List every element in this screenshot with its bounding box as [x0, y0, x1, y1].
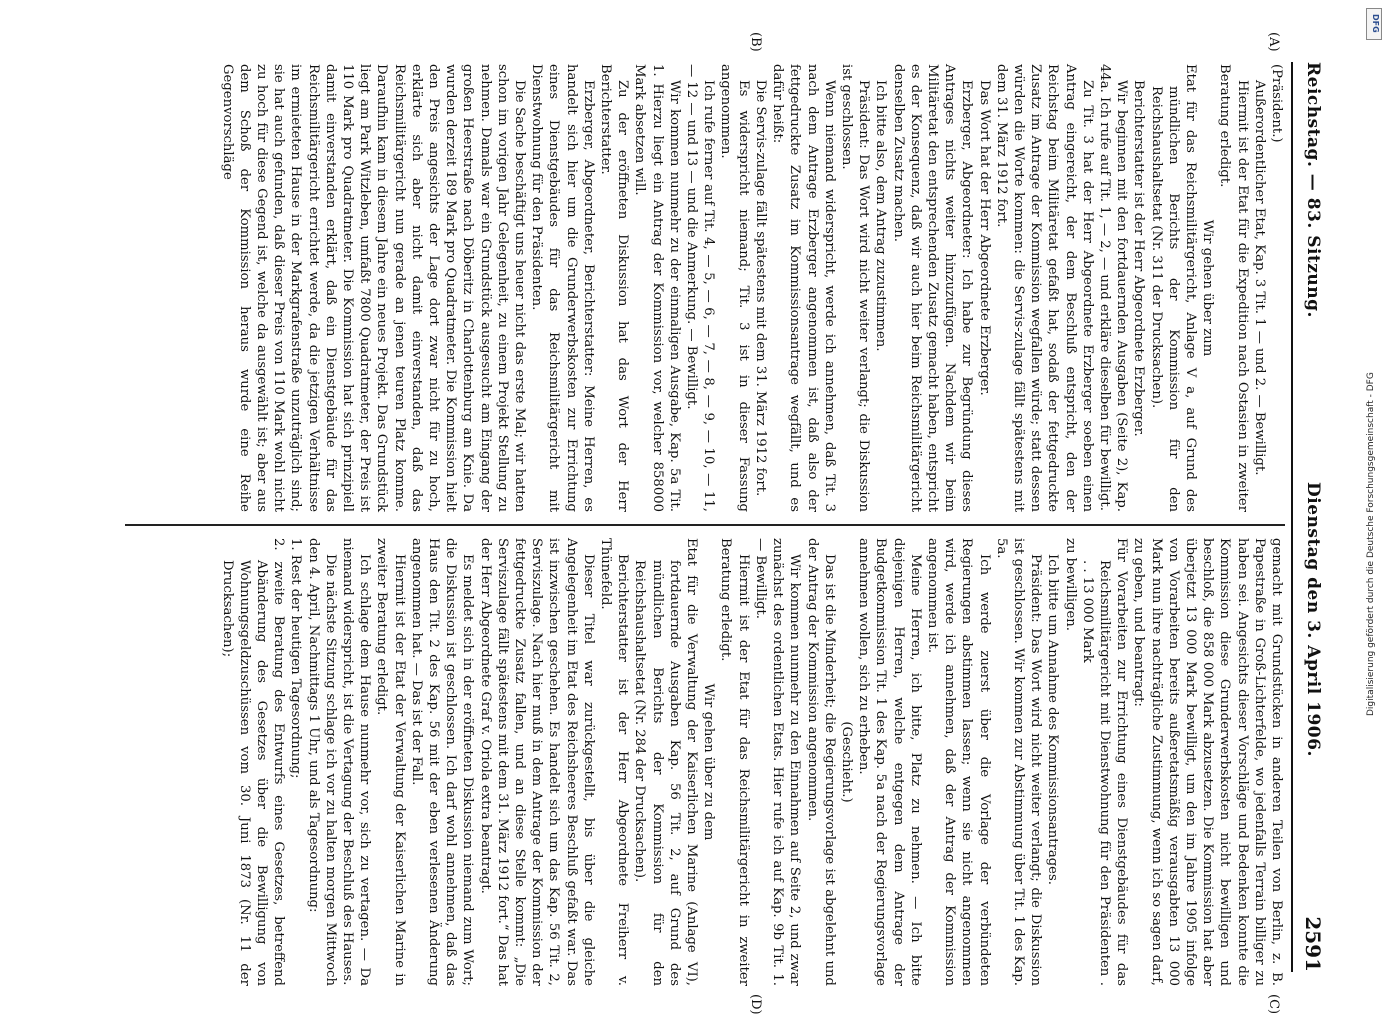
paragraph: Hiermit ist der Etat für das Reichsmilitärgericht in zweiter Beratung erledigt.: [718, 538, 751, 986]
paragraph: Berichterstatter ist der Herr Abgeordnete Erzberger.: [1131, 80, 1147, 437]
page-header: [1297, 62, 1325, 972]
paragraph: Ich rufe ferner auf Tit. 4, — 5, — 6, — 7, — 8, — 9, — 10, — 11, — 12 — und 13 — und die Anmerkung. — Bewilligt.: [684, 64, 717, 512]
paragraph: Das ist die Minderheit; die Regierungsvorlage ist abgelehnt und der Antrag der Kommission angenommen.: [804, 538, 837, 986]
paragraph: Ich bitte also, dem Antrag zuzustimmen.: [873, 80, 889, 352]
quoted-clause: Die Servis-zulage fällt spätestens mit dem 31. März 1912 fort.: [752, 79, 768, 497]
agenda-item: 2. zweite Beratung des Entwurfs eines Gesetzes, betreffend Abänderung des Gesetzes über die Bewilligung von Wohnungsgeldzuschüssen vom 30. Juni 1873 (Nr. 11 der Drucksachen);: [219, 538, 287, 986]
right-column: [218, 538, 1285, 986]
paragraph: Meine Herren, ich bitte, Platz zu nehmen. — Ich bitte diejenigen Herren, welche entgegen dem Antrage der Budgetkommission Tit. 1 des Kap. 5a nach der Regierungsvorlage annehmen wollen, sich zu erheben.: [856, 538, 923, 986]
paragraph: Es widerspricht niemand; Tit. 3 ist in dieser Fassung angenommen.: [718, 64, 751, 512]
stage-note: (Geschieht.): [838, 721, 854, 803]
left-column: [218, 64, 1285, 512]
dfg-logo-text: DFG: [1371, 13, 1380, 33]
paragraph: Wir gehen über zu dem: [701, 683, 717, 841]
paragraph: (Präsident.): [1269, 64, 1284, 143]
paragraph: Zu Tit. 3 hat der Herr Abgeordnete Erzberger soeben einen Antrag eingereicht, der dem Beschluß entspricht, den der Reichstag beim Militäretat gefaßt hat, sodaß der fettgedruckte Zusatz im Antrage der Kommission wegfallen würde; statt dessen würden die Worte kommen: die Servis-zulage fällt spätestens mit dem 31. März 1912 fort.: [993, 64, 1095, 512]
digitization-note: Digitalisierung gefördert durch die Deutsche Forschungsgemeinschaft - DFG: [1366, 372, 1376, 716]
column-divider: [125, 524, 1285, 526]
paragraph: zu bewilligen.: [1062, 538, 1078, 631]
paragraph: Die nächste Sitzung schlage ich vor zu halten morgen Mittwoch den 4. April, Nachmittags 1 Uhr, und als Tagesordnung:: [305, 538, 338, 986]
speech: Präsident: Das Wort wird nicht weiter verlangt; die Diskussion ist geschlossen. Wir kommen zur Abstimmung über Tit. 1 des Kap. 5a.: [993, 538, 1044, 986]
paragraph: Ich schlage dem Hause nunmehr vor, sich zu vertagen. — Da niemand widerspricht, ist die Vertagung der Beschluß des Hauses.: [340, 538, 373, 986]
paragraph: Wir beginnen mit den fortdauernden Ausgaben (Seite 2), Kap. 44a. Ich rufe auf Tit. 1, — 2, — und erkläre dieselben für bewilligt.: [1096, 64, 1130, 512]
paragraph: Ich bitte um Annahme des Kommissionsantrages.: [1045, 554, 1061, 885]
paragraph: Es meldet sich in der eröffneten Diskussion niemand zum Wort; die Diskussion ist geschlossen. Ich darf wohl annehmen, daß das Haus den Tit. 2 des Kap. 56 mit der eben verlesenen Änderung angenommen hat. — Das ist der Fall.: [408, 538, 476, 986]
motion-text: Für Vorarbeiten zur Errichtung eines Dienstgebäudes für das Reichsmilitärgericht mit Dienstwohnung für den Präsidenten . . . 13 000 Mark: [1079, 538, 1130, 986]
paragraph: Wir kommen nunmehr zu der einmaligen Ausgabe, Kap. 5a Tit. 1. Hierzu liegt ein Antrag der Kommission vor, welcher 858000 Mark absetzen will.: [632, 64, 682, 512]
paragraph: gemacht mit Grundstücken in anderen Teilen von Berlin, z. B. Papestraße in Groß-Lichterfelde, wo jedenfalls Terrain billiger zu haben sei. Angesichts dieser Vorschläge und Bedenken konnte die Kommission diese Grunderwerbskosten nicht bewilligen und beschloß, die 858 000 Mark abzusetzen. Die Kommission hat aber überjetzt 13 000 Mark bewilligt, um den im Jahre 1905 infolge von Vorarbeiten bereits außeretatsmäßig verausgabten 13 000 Mark nun ihre nachträgliche Zustimmung, wenn ich so sagen darf, zu geben, und beantragt:: [1131, 538, 1284, 986]
speech: Erzberger, Abgeordneter: Ich habe zur Begründung dieses Antrages nichts weiter hinzuzufügen. Nachdem wir beim Militäretat den entsprechenden Zusatz gemacht haben, entspricht es der Konsequenz, daß wir auch hier beim Reichsmilitärgericht denselben Zusatz machen.: [890, 64, 975, 512]
speech: Präsident: Das Wort wird nicht weiter verlangt; die Diskussion ist geschlossen.: [838, 64, 872, 512]
paragraph: Das Wort hat der Herr Abgeordnete Erzberger.: [976, 80, 992, 396]
margin-marker-b: (B): [748, 32, 763, 52]
paragraph: Dieser Titel war zurückgestellt, bis über die gleiche Angelegenheit im Etat des Reichsheeres Beschluß gefaßt war. Das ist inzwischen geschehen. Es handelt sich um das Kap. 56 Tit. 2, Serviszulage. Nach hier muß in dem Antrage der Kommission der fettgedruckte Zusatz fallen, und an diese Stelle kommt: „Die Serviszulage fällt spätestens mit dem 31. März 1912 fort.“ Das hat der Herr Abgeordnete Graf v. Oriola extra beantragt.: [477, 538, 596, 986]
paragraph: Wir gehen über zum: [1200, 219, 1216, 357]
paragraph: Hiermit ist der Etat der Verwaltung der Kaiserlichen Marine in zweiter Beratung erledigt.: [374, 538, 407, 986]
header-date: Dienstag den 3. April 1906.: [1303, 482, 1323, 757]
agenda-heading: Etat für die Verwaltung der Kaiserlichen Marine (Anlage VI), fortdauernde Ausgaben Kap. 56 Tit. 2, auf Grund des mündlichen Berichts der Kommission für den Reichshaushaltsetat (Nr. 284 der Drucksachen).: [632, 538, 700, 986]
paragraph: Wir kommen nunmehr zu den Einnahmen auf Seite 2, und zwar zunächst des ordentlichen Etats. Hier rufe ich auf Kap. 9b Tit. 1. — Bewilligt.: [752, 538, 803, 986]
paragraph: Die Sache beschäftigt uns heuer nicht das erste Mal; wir hatten schon im vorigen Jahr Gelegenheit, zu einem Projekt Stellung zu nehmen. Damals war ein Grundstück ausgesucht am Eingang der großen Heerstraße nach Döberitz in Charlottenburg am Knie. Da wurden derzeit 189 Mark pro Quadratmeter. Die Kommission hielt den Preis angesichts der Lage dort zwar nicht für zu hoch, erklärte sich aber nicht damit einverstanden, daß das Reichsmilitärgericht nun gerade an jenen teuren Platz komme. Daraufhin kam in diesem Jahre ein neues Projekt. Das Grundstück liegt am Park Witzleben, umfaßt 7800 Quadratmeter, der Preis ist 110 Mark pro Quadratmeter. Die Kommission hat sich prinzipiell damit einverstanden erklärt, daß ein Dienstgebäude für das Reichsmilitärgericht errichtet werde, da die jetzigen Verhältnisse im ermieteten Hause in der Markgrafenstraße unzuträglich sind; sie hat auch gefunden, daß dieser Preis von 110 Mark wohl nicht zu hoch für diese Gegend ist, welche da ausgewählt ist; aber aus dem Schoß der Kommission heraus wurde eine Reihe Gegenvorschläge: [219, 64, 528, 512]
margin-marker-a: (A): [1266, 32, 1281, 52]
header-session: Reichstag. — 83. Sitzung.: [1303, 62, 1323, 318]
paragraph: Ich werde zuerst über die Vorlage der verbündeten Regierungen abstimmen lassen; wenn sie nicht angenommen wird, werde ich annehmen, daß der Antrag der Kommission angenommen ist.: [924, 538, 992, 986]
header-rule: [1291, 62, 1293, 972]
page-content: [125, 12, 1375, 1015]
paragraph: Hiermit ist der Etat für die Expedition nach Ostasien in zweiter Beratung erledigt.: [1217, 64, 1250, 512]
paragraph: Zu der eröffneten Diskussion hat das Wort der Herr Berichterstatter.: [598, 64, 631, 512]
paragraph: Berichterstatter ist der Herr Abgeordnete Freiherr v. Thünefeld.: [598, 538, 631, 986]
margin-marker-c: (C): [1266, 994, 1281, 1015]
margin-marker-d: (D): [748, 994, 763, 1015]
agenda-item: 1. Rest der heutigen Tagesordnung;: [288, 538, 304, 779]
paragraph: Wenn niemand widerspricht, werde ich annehmen, daß Tit. 3 nach dem Antrage Erzberger angenommen ist, daß also der fettgedruckte Zusatz im Kommissionsantrage wegfällt, und es dafür heißt:: [770, 64, 837, 512]
paragraph: Außerordentlicher Etat, Kap. 3 Tit. 1 — und 2. — Bewilligt.: [1251, 80, 1267, 476]
speech: Erzberger, Abgeordneter, Berichterstatter: Meine Herren, es handelt sich hier um die Grunderwerbskosten zur Errichtung eines Dienstgebäudes für das Reichsmilitärgericht mit Dienstwohnung für den Präsidenten.: [529, 64, 596, 512]
page-number: 2591: [1301, 916, 1325, 972]
agenda-heading: Etat für das Reichsmilitärgericht, Anlage V a, auf Grund des mündlichen Berichts der Kommission für den Reichshaushaltsetat (Nr. 311 der Drucksachen).: [1148, 64, 1198, 512]
